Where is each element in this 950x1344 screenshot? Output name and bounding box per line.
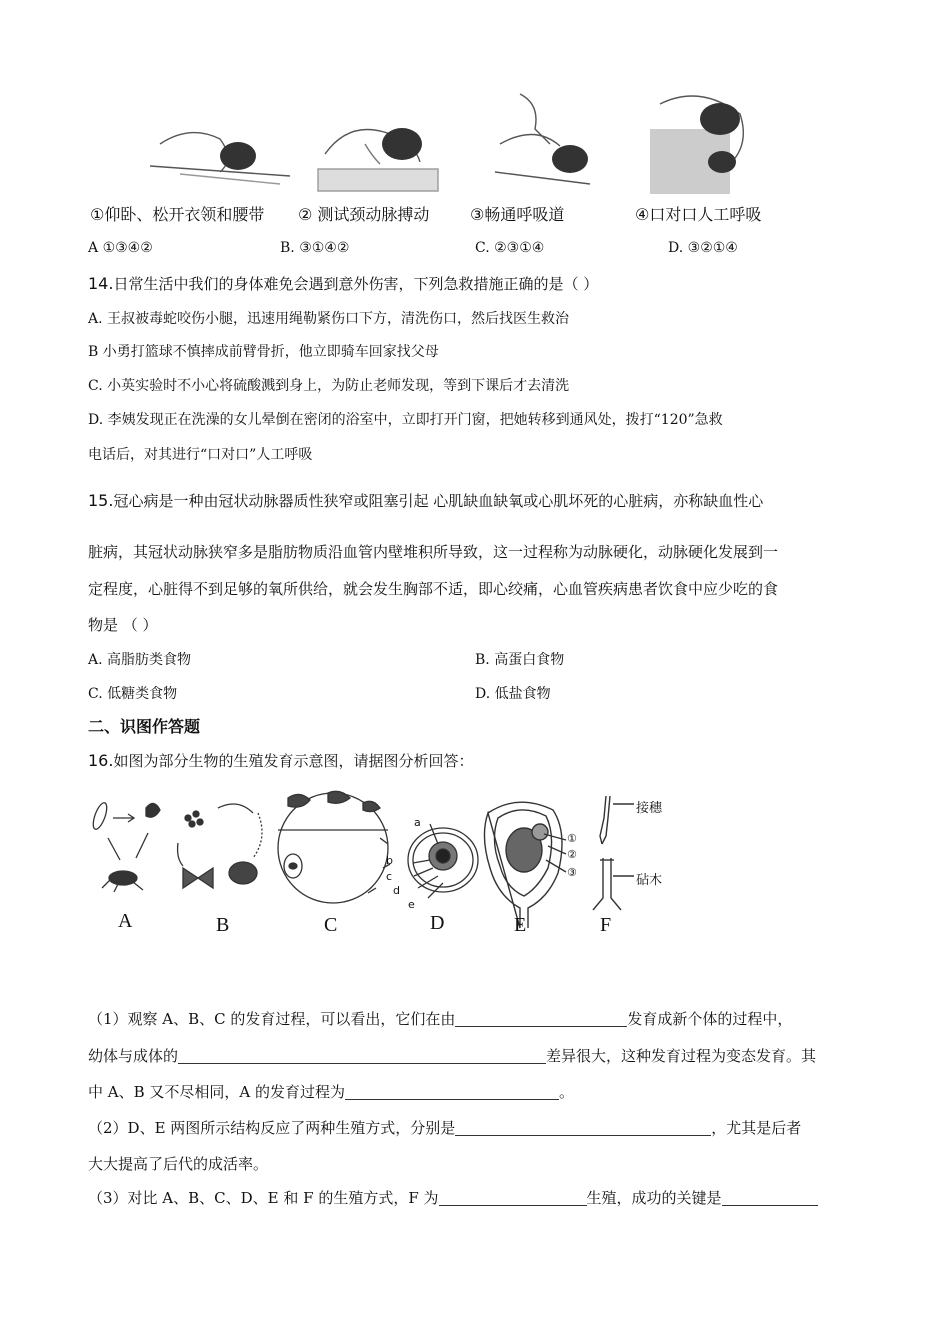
reproduction-illustration xyxy=(88,788,668,938)
d-part-a: a xyxy=(414,816,421,829)
figure-label-f: F xyxy=(600,914,612,936)
q15-option-c[interactable]: C. 低糖类食物 xyxy=(88,686,178,702)
q15-line-2: 脏病，其冠状动脉狭窄多是脂肪物质沿血管内壁堆积所导致，这一过程称为动脉硬化，动脉硬化发展到一 xyxy=(88,543,779,561)
q16-part1-text-e: 中 A、B 又不尽相同，A 的发育过程为 xyxy=(88,1083,345,1101)
q15-line-4: 物是 （ ） xyxy=(88,616,158,634)
q14-option-b[interactable]: B 小勇打篮球不慎摔成前臂骨折，他立即骑车回家找父母 xyxy=(88,344,439,360)
q14-stem xyxy=(88,273,598,294)
q15-option-a[interactable]: A. 高脂肪类食物 xyxy=(88,652,192,668)
q16-number: 16. xyxy=(88,751,114,770)
first-aid-illustration xyxy=(140,84,800,200)
q15-option-b[interactable]: B. 高蛋白食物 xyxy=(475,652,565,668)
f-part-rootstock: 砧木 xyxy=(636,873,663,888)
q13-option-b-letter: B. xyxy=(280,240,295,256)
q14-stem-text: 日常生活中我们的身体难免会遇到意外伤害，下列急救措施正确的是（ ） xyxy=(113,275,599,293)
q13-option-c-text: ②③①④ xyxy=(494,240,545,256)
d-part-c: c xyxy=(386,870,393,883)
q13-option-a-text: ①③④② xyxy=(102,240,153,256)
q13-option-c-letter: C. xyxy=(475,240,490,256)
caption-step-1: ①仰卧、松开衣领和腰带 xyxy=(90,205,265,224)
figure-label-b: B xyxy=(216,914,230,936)
q14-option-d-cont: 电话后，对其进行“口对口”人工呼吸 xyxy=(88,447,313,463)
e-part-3: ③ xyxy=(567,866,577,879)
q15-line-1 xyxy=(88,490,763,511)
answer-blank-2[interactable] xyxy=(178,1047,546,1064)
answer-blank-5[interactable] xyxy=(439,1189,587,1206)
figure-label-e: E xyxy=(514,914,527,936)
q16-part1-text-a: （1）观察 A、B、C 的发育过程，可以看出，它们在由 xyxy=(88,1010,456,1028)
caption-step-4: ④口对口人工呼吸 xyxy=(635,205,762,224)
q16-part2-line2: 大大提高了后代的成活率。 xyxy=(88,1155,269,1173)
answer-blank-6[interactable] xyxy=(722,1189,818,1206)
q16-stem-text: 如图为部分生物的生殖发育示意图，请据图分析回答： xyxy=(113,752,474,770)
q16-part1-line2 xyxy=(88,1045,816,1066)
q14-option-a[interactable]: A. 王叔被毒蛇咬伤小腿，迅速用绳勒紧伤口下方，清洗伤口，然后找医生救治 xyxy=(88,311,570,327)
q16-part1-line1 xyxy=(88,1008,792,1029)
q16-part2-text-a: （2）D、E 两图所示结构反应了两种生殖方式，分别是 xyxy=(88,1119,456,1137)
first-aid-figure xyxy=(140,84,800,200)
q16-part3-text-a: （3）对比 A、B、C、D、E 和 F 的生殖方式，F 为 xyxy=(88,1189,439,1207)
d-part-d: d xyxy=(393,884,400,897)
section-heading: 二、识图作答题 xyxy=(88,717,201,736)
q13-option-a-letter: A xyxy=(88,240,99,256)
q15-number: 15. xyxy=(88,491,114,510)
caption-step-2: ② 测试颈动脉搏动 xyxy=(298,205,430,224)
q13-option-b[interactable] xyxy=(280,240,349,256)
q16-part1-line3 xyxy=(88,1081,574,1102)
q15-line-3: 定程度，心脏得不到足够的氧所供给，就会发生胸部不适，即心绞痛，心血管疾病患者饮食中应少吃的食 xyxy=(88,580,779,598)
q16-part2-text-b: ，尤其是后者 xyxy=(711,1119,802,1137)
answer-blank-1[interactable] xyxy=(455,1010,627,1027)
q16-part1-text-b: 发育成新个体的过程中， xyxy=(627,1010,793,1028)
q15-option-d[interactable]: D. 低盐食物 xyxy=(475,686,551,702)
q14-option-c[interactable]: C. 小英实验时不小心将硫酸溅到身上，为防止老师发现，等到下课后才去清洗 xyxy=(88,378,570,394)
q16-part3-text-b: 生殖，成功的关键是 xyxy=(586,1189,722,1207)
q16-part2-line1 xyxy=(88,1117,801,1138)
q13-option-b-text: ③①④② xyxy=(299,240,350,256)
answer-blank-3[interactable] xyxy=(345,1083,559,1100)
q16-part1-text-c: 幼体与成体的 xyxy=(88,1047,179,1065)
q13-option-a[interactable] xyxy=(88,240,153,256)
q14-option-d[interactable]: D. 李姨发现正在洗澡的女儿晕倒在密闭的浴室中，立即打开门窗，把她转移到通风处，拨打“120”急救 xyxy=(88,412,723,428)
answer-blank-4[interactable] xyxy=(455,1119,711,1136)
e-part-1: ① xyxy=(567,832,577,845)
q13-option-c[interactable] xyxy=(475,240,544,256)
caption-step-3: ③畅通呼吸道 xyxy=(470,205,565,224)
q15-line-1-text: 冠心病是一种由冠状动脉器质性狭窄或阻塞引起 心肌缺血缺氧或心肌坏死的心脏病，亦称缺血性心 xyxy=(113,492,764,510)
figure-label-a: A xyxy=(118,910,133,932)
q13-option-d[interactable] xyxy=(668,240,738,256)
figure-label-d: D xyxy=(430,912,445,934)
q16-part3-line1 xyxy=(88,1187,818,1208)
q13-option-d-letter: D. xyxy=(668,240,684,256)
q14-number: 14. xyxy=(88,274,114,293)
q16-part1-text-f: 。 xyxy=(559,1083,575,1101)
q16-stem xyxy=(88,750,473,771)
q13-option-d-text: ③②①④ xyxy=(687,240,738,256)
d-part-e: e xyxy=(408,898,415,911)
d-part-b: b xyxy=(386,854,393,867)
f-part-scion: 接穗 xyxy=(636,801,663,816)
q16-part1-text-d: 差异很大，这种发育过程为变态发育。其 xyxy=(546,1047,817,1065)
e-part-2: ② xyxy=(567,848,577,861)
reproduction-figure xyxy=(88,788,668,938)
figure-label-c: C xyxy=(324,914,338,936)
